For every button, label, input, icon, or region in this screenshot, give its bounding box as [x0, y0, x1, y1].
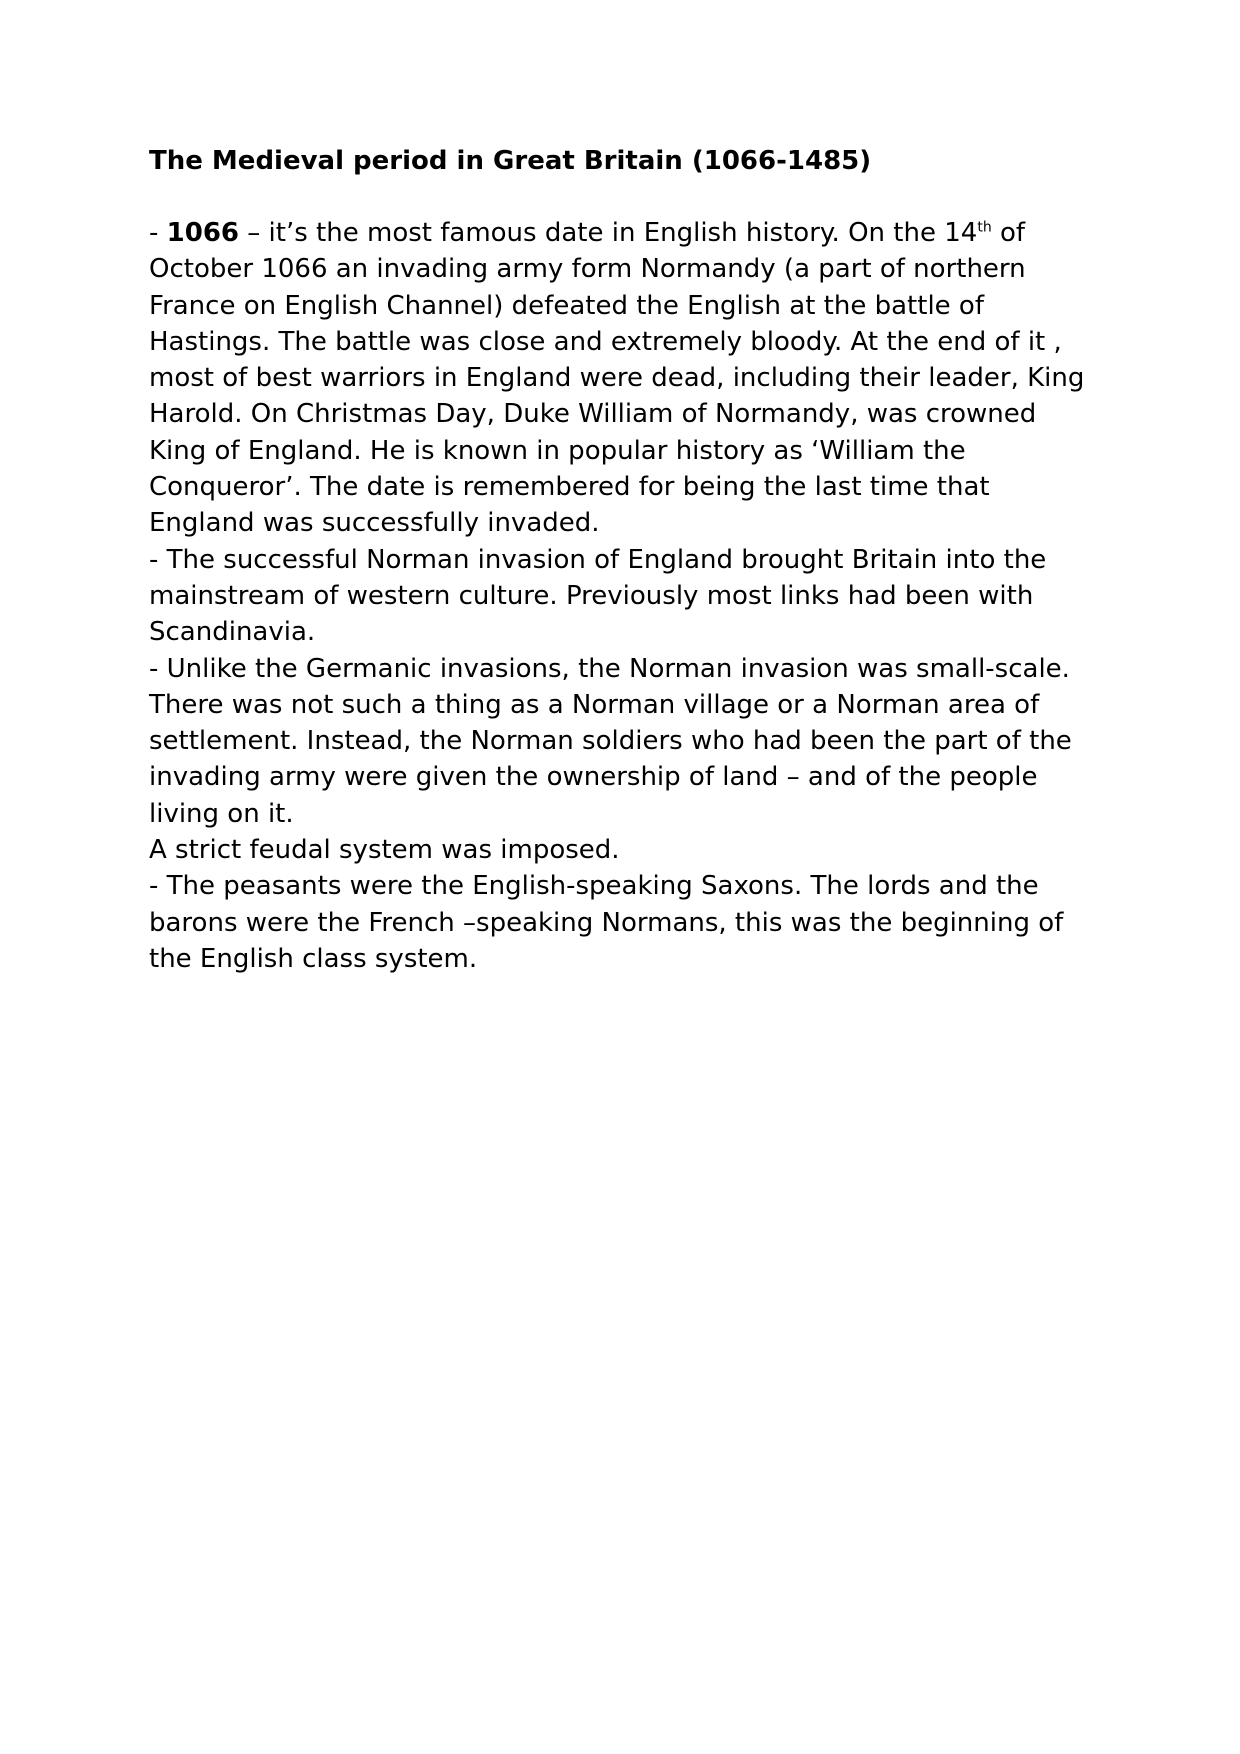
date-1066-bold: 1066	[166, 218, 240, 248]
paragraph-1066-text-a: – it’s the most famous date in English history. On the 14	[239, 218, 978, 248]
paragraph-germanic-invasions: - Unlike the Germanic invasions, the Norman invasion was small-scale. There was not such a thing as a Norman village or a Norman area of settlement. Instead, the Norman soldiers who had been the part of the invading army were given the ownership of land – and of the people living on it.	[149, 653, 1072, 829]
document-body	[149, 143, 1099, 977]
document-title: The Medieval period in Great Britain (1066-1485)	[149, 146, 872, 176]
ordinal-superscript: th	[977, 219, 992, 236]
paragraph-norman-invasion: - The successful Norman invasion of England brought Britain into the mainstream of western culture. Previously most links had been with Scandinavia.	[149, 544, 1047, 648]
paragraph-1066-text-b: of October 1066 an invading army form Normandy (a part of northern France on English Channel) defeated the English at the battle of Hastings. The battle was close and extremely bloody. At the end of it , most of best warriors in England were dead, including their leader, King Harold. On Christmas Day, Duke William of Normandy, was crowned King of England. He is known in popular history as ‘William the Conqueror’. The date is remembered for being the last time that England was successfully invaded.	[149, 218, 1085, 539]
paragraph-class-system: - The peasants were the English-speaking Saxons. The lords and the barons were the French –speaking Normans, this was the beginning of the English class system.	[149, 871, 1064, 974]
paragraph-1066	[149, 215, 1099, 542]
paragraph-feudal-system: A strict feudal system was imposed.	[149, 835, 620, 866]
paragraph-1066-prefix: -	[149, 218, 167, 248]
